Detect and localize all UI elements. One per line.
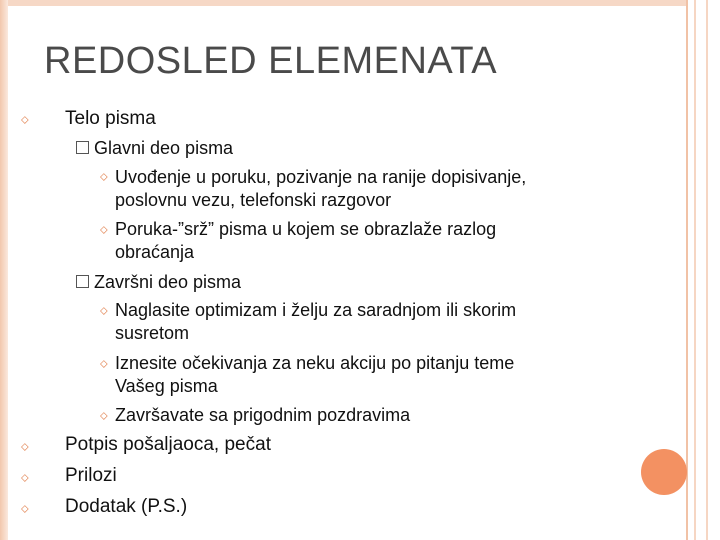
list-item-iznesite: Iznesite očekivanja za neku akciju po pitanju teme [115,353,515,373]
bullet-icon: ⬦ [21,503,29,515]
bullet-icon: ⬦ [100,224,108,236]
list-item-telo: Telo pisma [65,108,156,129]
list-item-iznesite-cont: Vašeg pisma [115,376,218,396]
bullet-icon: ⬦ [100,171,108,183]
slide-title: REDOSLED ELEMENATA [44,40,498,82]
bullet-icon: ⬦ [100,410,108,422]
list-item-zavrsni: Završni deo pisma [94,272,242,292]
list-item-naglasite-cont: susretom [115,323,190,343]
checkbox-icon [76,141,89,154]
decorative-circle [641,449,687,495]
list-item-potpis: Potpis pošaljaoca, pečat [65,434,271,455]
bullet-icon: ⬦ [21,441,29,453]
list-item-poruka-cont: obraćanja [115,242,195,262]
list-item-uvodjenje-cont: poslovnu vezu, telefonski razgovor [115,190,392,210]
bullet-icon: ⬦ [21,114,29,126]
bullet-icon: ⬦ [100,305,108,317]
bullet-icon: ⬦ [21,472,29,484]
list-item-naglasite: Naglasite optimizam i želju za saradnjom ili skorim [115,300,517,320]
list-item-poruka: Poruka-”srž” pisma u kojem se obrazlaže razlog [115,219,497,239]
list-item-uvodjenje: Uvođenje u poruku, pozivanje na ranije dopisivanje, [115,167,527,187]
list-item-glavni: Glavni deo pisma [94,138,234,158]
checkbox-icon [76,275,89,288]
list-item-prilozi: Prilozi [65,465,117,486]
list-item-zavrsavate: Završavate sa prigodnim pozdravima [115,405,411,425]
bullet-icon: ⬦ [100,358,108,370]
list-item-dodatak: Dodatak (P.S.) [65,496,188,517]
